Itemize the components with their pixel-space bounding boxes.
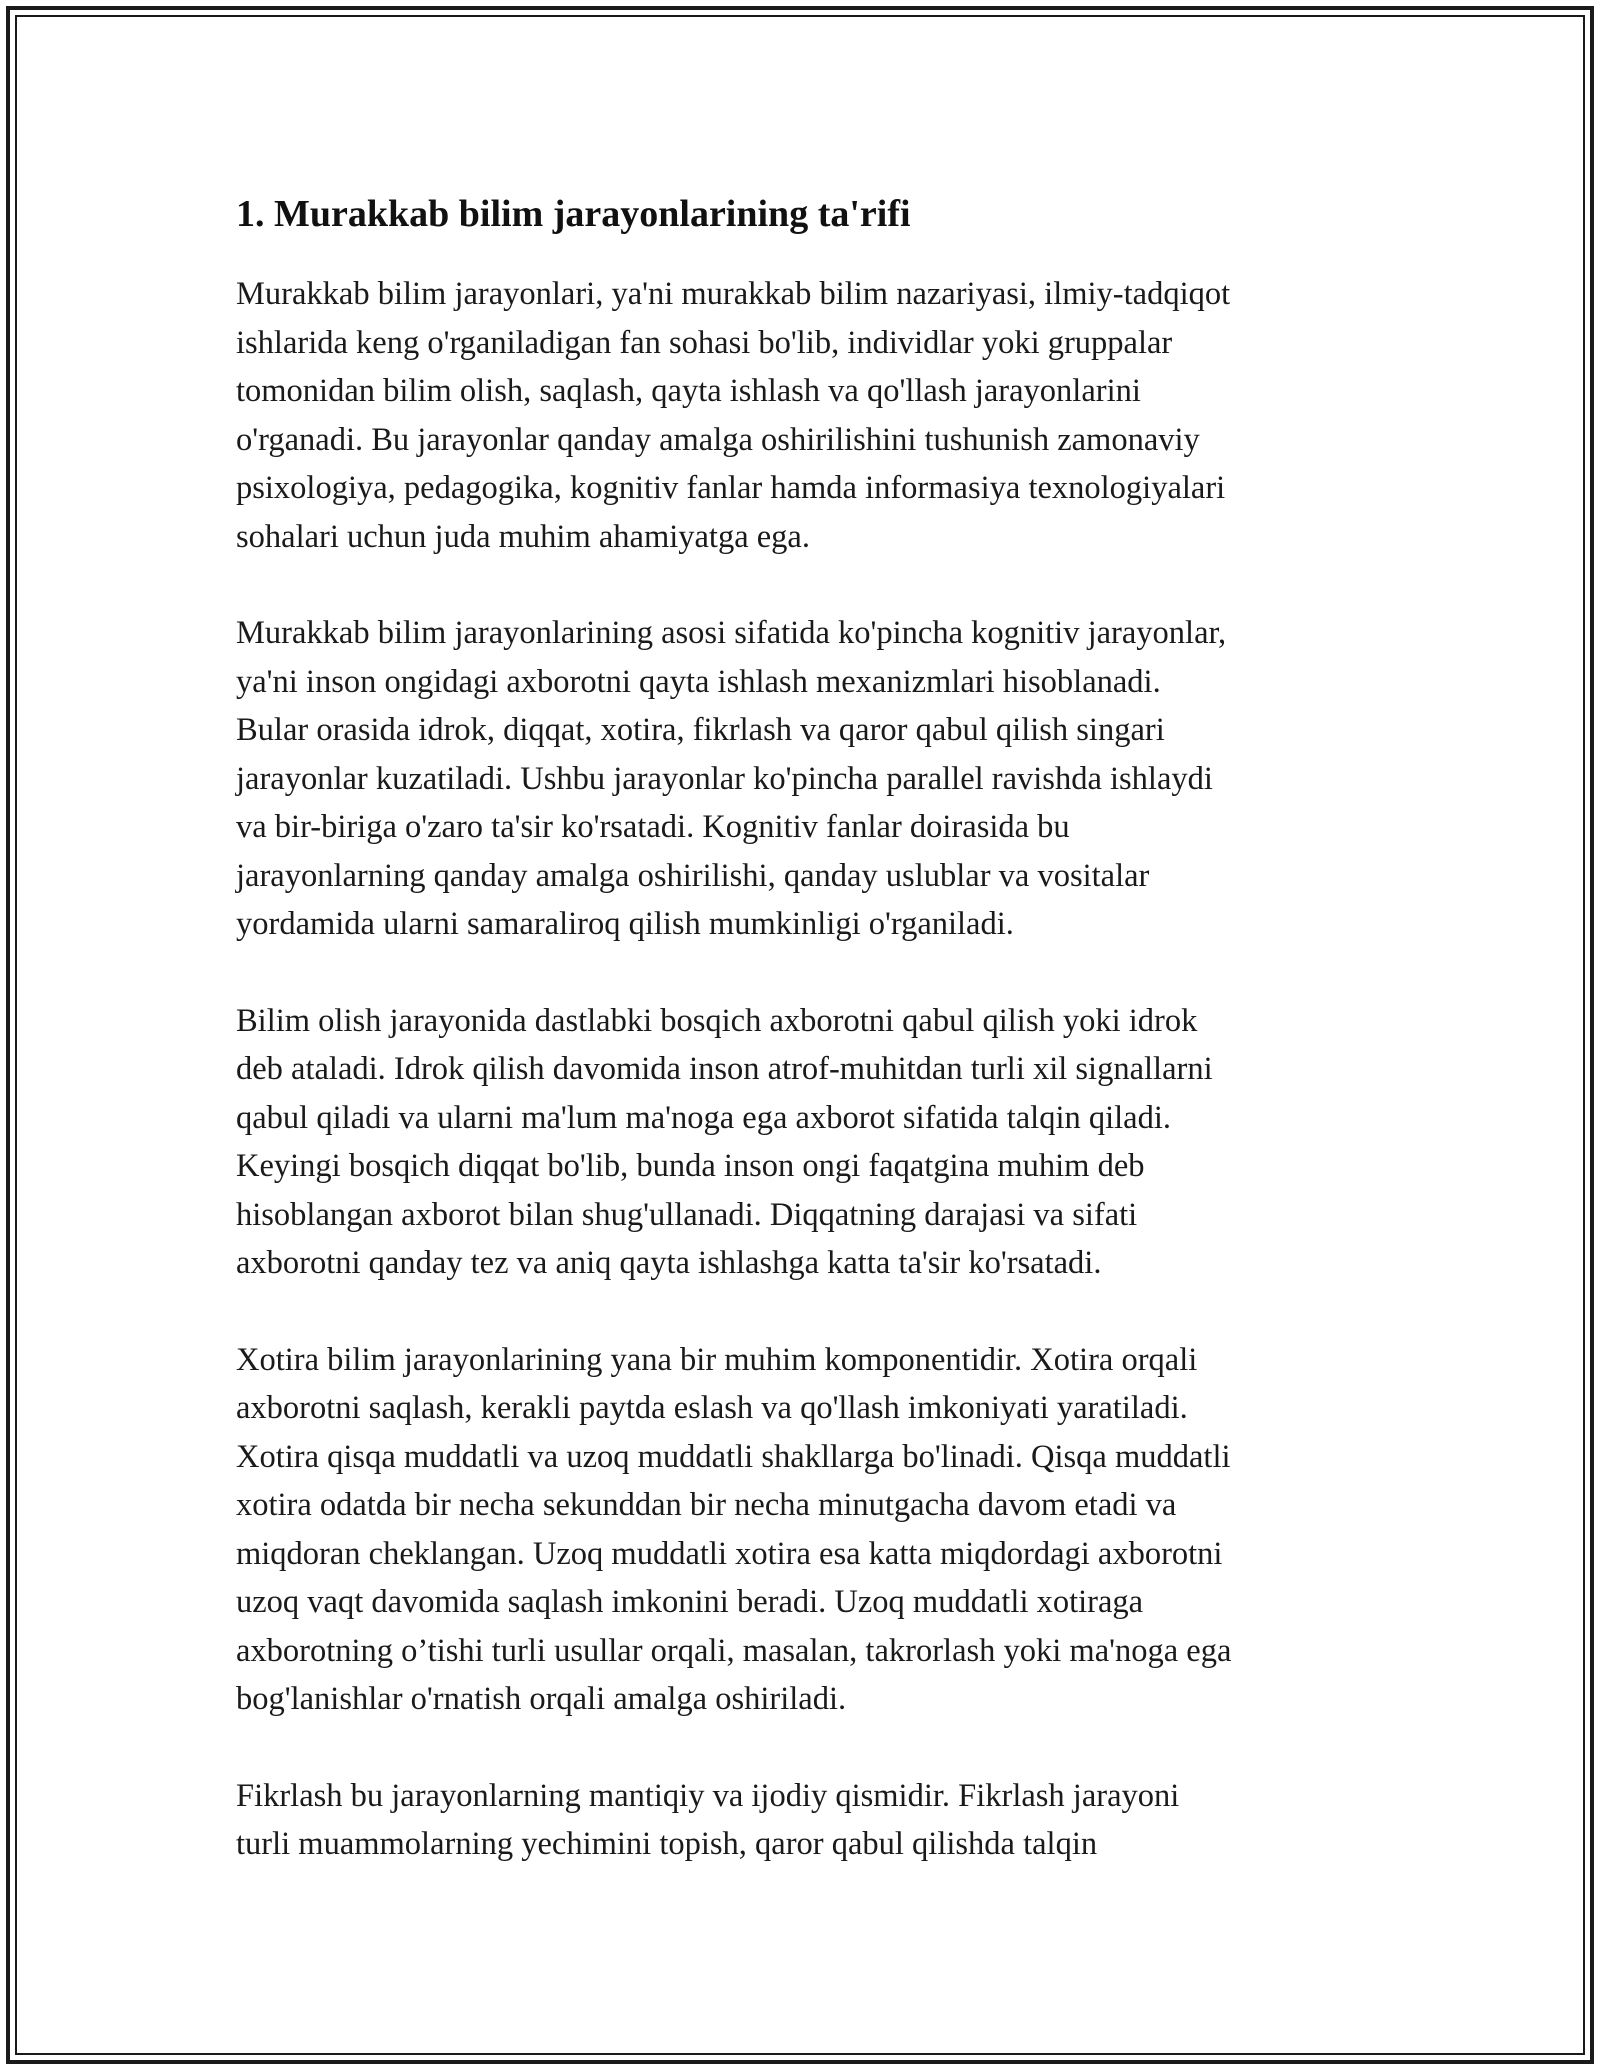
text-line: ya'ni inson ongidagi axborotni qayta ishlash mexanizmlari hisoblanadi. xyxy=(236,663,1161,700)
text-line: axborotni qanday tez va aniq qayta ishlashga katta ta'sir ko'rsatadi. xyxy=(236,1245,1102,1281)
text-line: Keyingi bosqich diqqat bo'lib, bunda inson ongi faqatgina muhim deb xyxy=(236,1148,1145,1184)
text-line: qabul qiladi va ularni ma'lum ma'noga ega axborot sifatida talqin qiladi. xyxy=(236,1099,1171,1136)
text-line: Bilim olish jarayonida dastlabki bosqich axborotni qabul qilish yoki idrok xyxy=(236,1002,1198,1039)
text-line: Fikrlash bu jarayonlarning mantiqiy va ijodiy qismidir. Fikrlash jarayoni xyxy=(236,1777,1180,1814)
text-line: turli muammolarning yechimini topish, qaror qabul qilishda talqin xyxy=(236,1826,1098,1862)
text-line: miqdoran cheklangan. Uzoq muddatli xotira esa katta miqdordagi axborotni xyxy=(236,1535,1223,1572)
text-line: Murakkab bilim jarayonlari, ya'ni murakkab bilim nazariyasi, ilmiy-tadqiqot xyxy=(236,276,1231,312)
text-line: Xotira bilim jarayonlarining yana bir muhim komponentidir. Xotira orqali xyxy=(236,1341,1198,1378)
text-line: Xotira qisqa muddatli va uzoq muddatli shakllarga bo'linadi. Qisqa muddatli xyxy=(236,1438,1231,1475)
paragraph-definition xyxy=(236,270,1366,561)
text-line: xotira odatda bir necha sekunddan bir necha minutgacha davom etadi va xyxy=(236,1487,1177,1523)
text-line: tomonidan bilim olish, saqlash, qayta ishlash va qo'llash jarayonlarini xyxy=(236,373,1141,409)
text-line: jarayonlarning qanday amalga oshirilishi, qanday uslublar va vositalar xyxy=(236,857,1150,894)
text-line: psixologiya, pedagogika, kognitiv fanlar hamda informasiya texnologiyalari xyxy=(236,470,1226,506)
text-line: hisoblangan axborot bilan shug'ullanadi. Diqqatning darajasi va sifati xyxy=(236,1196,1138,1233)
text-line: bog'lanishlar o'rnatish orqali amalga oshiriladi. xyxy=(236,1681,847,1717)
text-line: va bir-biriga o'zaro ta'sir ko'rsatadi. Kognitiv fanlar doirasida bu xyxy=(236,809,1070,845)
text-line: axborotni saqlash, kerakli paytda eslash va qo'llash imkoniyati yaratiladi. xyxy=(236,1390,1188,1426)
text-line: Murakkab bilim jarayonlarining asosi sifatida ko'pincha kognitiv jarayonlar, xyxy=(236,615,1227,651)
paragraph-thinking xyxy=(236,1772,1366,1869)
document-body xyxy=(236,188,1366,1917)
section-heading: 1. Murakkab bilim jarayonlarining ta'rifi xyxy=(236,193,911,235)
text-line: uzoq vaqt davomida saqlash imkonini beradi. Uzoq muddatli xotiraga xyxy=(236,1584,1144,1620)
paragraph-memory xyxy=(236,1336,1366,1724)
text-line: axborotning o’tishi turli usullar orqali, masalan, takrorlash yoki ma'noga ega xyxy=(236,1632,1232,1669)
text-line: Bular orasida idrok, diqqat, xotira, fikrlash va qaror qabul qilish singari xyxy=(236,712,1165,748)
text-line: ishlarida keng o'rganiladigan fan sohasi bo'lib, individlar yoki gruppalar xyxy=(236,324,1173,361)
paragraph-perception xyxy=(236,997,1366,1288)
text-line: yordamida ularni samaraliroq qilish mumkinligi o'rganiladi. xyxy=(236,906,1014,942)
text-line: sohalari uchun juda muhim ahamiyatga ega. xyxy=(236,518,810,555)
text-line: jarayonlar kuzatiladi. Ushbu jarayonlar ko'pincha parallel ravishda ishlaydi xyxy=(236,760,1213,797)
text-line: o'rganadi. Bu jarayonlar qanday amalga oshirilishini tushunish zamonaviy xyxy=(236,421,1200,458)
text-line: deb ataladi. Idrok qilish davomida inson atrof-muhitdan turli xil signallarni xyxy=(236,1051,1213,1087)
paragraph-cognitive-processes xyxy=(236,609,1366,949)
